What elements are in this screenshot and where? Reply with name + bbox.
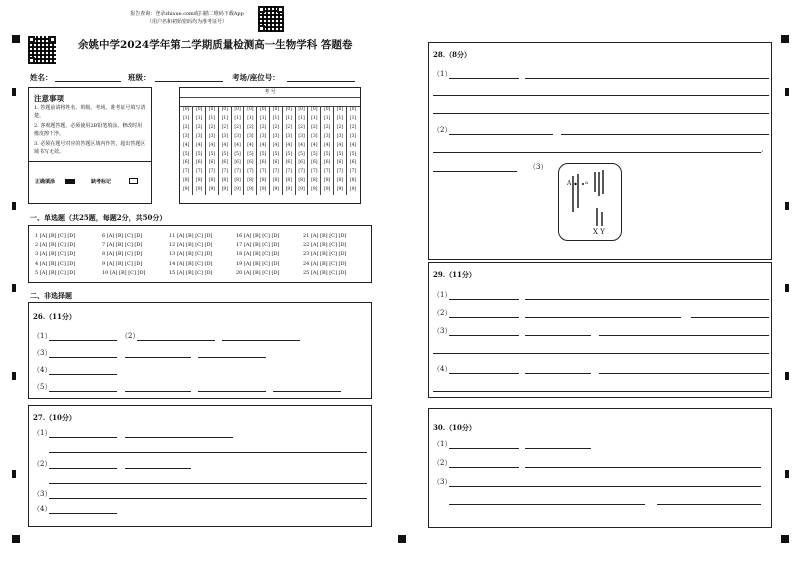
- notes-item-1: 1. 答题前请将姓名、班级、考场、准考证号填写清楚。: [34, 105, 146, 119]
- room-seat-field[interactable]: [287, 81, 355, 82]
- exam-digit-bubble[interactable]: [1]: [257, 115, 270, 124]
- name-field[interactable]: [55, 81, 121, 82]
- exam-digit-bubble[interactable]: [0]: [270, 106, 283, 115]
- q27-part1-answer-1[interactable]: [49, 437, 117, 438]
- exam-number-grid: [179, 87, 361, 204]
- exam-digit-bubble[interactable]: [9]: [218, 186, 231, 195]
- q27-part1-answer-3[interactable]: [49, 452, 367, 453]
- side-mark-right-3: [785, 284, 789, 292]
- figure-label-xy: X Y: [593, 228, 605, 236]
- exam-digit-bubble[interactable]: [6]: [218, 159, 231, 168]
- exam-digit-bubble[interactable]: [5]: [218, 151, 231, 160]
- exam-digit-bubble[interactable]: [9]: [231, 186, 244, 195]
- exam-number-row: [180, 115, 359, 124]
- exam-digit-bubble[interactable]: [5]: [182, 151, 190, 157]
- exam-digit-bubble[interactable]: [3]: [321, 133, 334, 142]
- exam-number-row: [180, 124, 359, 133]
- exam-digit-bubble[interactable]: [7]: [282, 168, 295, 177]
- exam-digit-bubble[interactable]: [1]: [231, 115, 244, 124]
- exam-digit-bubble[interactable]: [2]: [193, 124, 206, 133]
- q28-part2-answer-3[interactable]: [433, 152, 761, 153]
- exam-digit-bubble[interactable]: [1]: [346, 115, 359, 124]
- exam-digit-bubble[interactable]: [6]: [308, 159, 321, 168]
- q28-comma: ，: [761, 145, 768, 153]
- mc-question[interactable]: 23 [A] [B] [C] [D]: [303, 251, 347, 258]
- exam-digit-bubble[interactable]: [4]: [231, 142, 244, 151]
- exam-digit-bubble[interactable]: [5]: [334, 151, 347, 160]
- exam-digit-bubble[interactable]: [3]: [282, 133, 295, 142]
- exam-digit-bubble[interactable]: [0]: [257, 106, 270, 115]
- q26-part5-answer-3[interactable]: [198, 391, 266, 392]
- q26-part1-label: （1）: [33, 332, 52, 340]
- exam-digit-bubble[interactable]: [1]: [244, 115, 257, 124]
- exam-digit-bubble[interactable]: [6]: [334, 159, 347, 168]
- exam-digit-bubble[interactable]: [4]: [308, 142, 321, 151]
- exam-digit-bubble[interactable]: [3]: [193, 133, 206, 142]
- q30-part3-answer-3[interactable]: [657, 504, 761, 505]
- q29-part3-answer-1[interactable]: [449, 335, 519, 336]
- exam-digit-bubble[interactable]: [6]: [182, 160, 190, 166]
- exam-number-row: [180, 177, 359, 186]
- side-mark-left-5: [12, 470, 16, 478]
- exam-digit-bubble[interactable]: [1]: [193, 115, 206, 124]
- mc-question[interactable]: 16 [A] [B] [C] [D]: [236, 233, 280, 239]
- exam-digit-bubble[interactable]: [7]: [295, 168, 308, 177]
- exam-digit-bubble[interactable]: [7]: [244, 168, 257, 177]
- exam-digit-bubble[interactable]: [2]: [308, 124, 321, 133]
- exam-digit-bubble[interactable]: [2]: [270, 124, 283, 133]
- exam-digit-bubble[interactable]: [9]: [282, 186, 295, 195]
- notes-item-2: 2. 客观题答题，必须使用2B铅笔填涂，修改时用橡皮擦干净。: [34, 123, 143, 137]
- exam-digit-bubble[interactable]: [5]: [244, 151, 257, 160]
- exam-digit-bubble[interactable]: [7]: [270, 168, 283, 177]
- exam-digit-bubble[interactable]: [4]: [334, 142, 347, 151]
- side-mark-left-2: [12, 202, 16, 210]
- mc-question[interactable]: 12 [A] [B] [C] [D]: [169, 242, 213, 249]
- qr-code-top: [258, 6, 284, 32]
- q29-title: 29.（11分）: [433, 270, 476, 279]
- mc-question[interactable]: 7 [A] [B] [C] [D]: [102, 242, 143, 249]
- exam-digit-bubble[interactable]: [8]: [231, 177, 244, 186]
- exam-digit-bubble[interactable]: [9]: [257, 186, 270, 195]
- exam-number-row: [180, 106, 359, 115]
- exam-digit-bubble[interactable]: [3]: [308, 133, 321, 142]
- q30-part2-answer-2[interactable]: [525, 467, 761, 468]
- name-label: 姓名：: [30, 73, 53, 82]
- side-mark-left-3: [12, 284, 16, 292]
- exam-digit-bubble[interactable]: [2]: [218, 124, 231, 133]
- exam-digit-bubble[interactable]: [8]: [346, 177, 359, 186]
- q29-part2-answer-1[interactable]: [449, 317, 519, 318]
- q27-part2-label: （2）: [33, 460, 52, 468]
- exam-digit-bubble[interactable]: [4]: [282, 142, 295, 151]
- exam-digit-bubble[interactable]: [0]: [218, 106, 231, 115]
- exam-digit-bubble[interactable]: [7]: [206, 168, 219, 177]
- q29-part3-answer-2[interactable]: [525, 335, 591, 336]
- q26-part3-answer-3[interactable]: [198, 357, 266, 358]
- q26-part2-label: （2）: [121, 332, 140, 340]
- exam-digit-bubble[interactable]: [4]: [321, 142, 334, 151]
- class-field[interactable]: [155, 81, 223, 82]
- exam-number-row: [180, 133, 359, 142]
- side-mark-right-4: [785, 372, 789, 380]
- exam-digit-bubble[interactable]: [8]: [257, 177, 270, 186]
- exam-digit-bubble[interactable]: [9]: [334, 186, 347, 195]
- q29-part2-label: （2）: [433, 309, 452, 317]
- exam-digit-bubble[interactable]: [0]: [206, 106, 219, 115]
- mc-question[interactable]: 9 [A] [B] [C] [D]: [102, 260, 143, 267]
- registration-mark-bottom-center: [398, 535, 406, 543]
- exam-digit-bubble[interactable]: [5]: [193, 151, 206, 160]
- exam-digit-bubble[interactable]: [1]: [270, 115, 283, 124]
- mc-question[interactable]: 21 [A] [B] [C] [D]: [303, 233, 347, 239]
- notes-box: [28, 87, 152, 204]
- mc-question[interactable]: 1 [A] [B] [C] [D]: [35, 233, 76, 239]
- figure-label-a-upper: A: [567, 180, 572, 187]
- exam-number-label: 考 号: [264, 89, 276, 95]
- exam-digit-bubble[interactable]: [3]: [206, 133, 219, 142]
- q30-part2-answer-1[interactable]: [449, 467, 519, 468]
- q27-box: [28, 405, 372, 527]
- exam-digit-bubble[interactable]: [8]: [182, 178, 190, 184]
- exam-digit-bubble[interactable]: [8]: [244, 177, 257, 186]
- exam-digit-bubble[interactable]: [8]: [282, 177, 295, 186]
- q27-part3-label: （3）: [33, 490, 52, 498]
- exam-number-row: [180, 142, 359, 151]
- exam-digit-bubble[interactable]: [9]: [346, 186, 359, 195]
- exam-digit-bubble[interactable]: [5]: [257, 151, 270, 160]
- exam-digit-bubble[interactable]: [9]: [295, 186, 308, 195]
- exam-digit-bubble[interactable]: [4]: [257, 142, 270, 151]
- exam-digit-bubble[interactable]: [8]: [321, 177, 334, 186]
- q29-part4-answer-3[interactable]: [599, 373, 769, 374]
- registration-mark-top-left: [12, 35, 20, 43]
- registration-mark-top-right: [781, 35, 789, 43]
- exam-digit-bubble[interactable]: [0]: [231, 106, 244, 115]
- side-mark-right-1: [785, 88, 789, 96]
- q26-part5-answer-1[interactable]: [49, 391, 117, 392]
- report-notice-line2: （用户名和初始密码均为准考证号）: [146, 19, 227, 25]
- q27-part4-label: （4）: [33, 505, 52, 513]
- section2-title: 二、非选择题: [30, 291, 72, 300]
- q27-part2-answer-3[interactable]: [49, 483, 367, 484]
- mc-question[interactable]: 15 [A] [B] [C] [D]: [169, 269, 213, 276]
- q27-part2-answer-1[interactable]: [49, 468, 117, 469]
- exam-digit-bubble[interactable]: [3]: [334, 133, 347, 142]
- report-notice-line1: 报告查询：登录zhixue.com或扫描二维码下载App: [130, 11, 244, 17]
- q29-part2-answer-3[interactable]: [691, 317, 769, 318]
- q29-part4-answer-1[interactable]: [449, 373, 519, 374]
- exam-digit-bubble[interactable]: [3]: [218, 133, 231, 142]
- exam-digit-bubble[interactable]: [0]: [346, 106, 359, 115]
- q28-part2-answer-2[interactable]: [561, 134, 769, 135]
- exam-digit-bubble[interactable]: [7]: [346, 168, 359, 177]
- mc-question[interactable]: 2 [A] [B] [C] [D]: [35, 242, 76, 249]
- mc-question[interactable]: 19 [A] [B] [C] [D]: [236, 260, 280, 267]
- q29-part4-answer-2[interactable]: [525, 373, 591, 374]
- exam-digit-bubble[interactable]: [3]: [346, 133, 359, 142]
- exam-digit-bubble[interactable]: [3]: [270, 133, 283, 142]
- multiple-choice-box: [28, 225, 372, 283]
- exam-digit-bubble[interactable]: [4]: [346, 142, 359, 151]
- exam-number-row: [180, 151, 359, 160]
- exam-digit-bubble[interactable]: [0]: [308, 106, 321, 115]
- exam-digit-bubble[interactable]: [1]: [182, 115, 190, 121]
- exam-digit-bubble[interactable]: [9]: [308, 186, 321, 195]
- mc-question[interactable]: 25 [A] [B] [C] [D]: [303, 269, 347, 276]
- exam-digit-bubble[interactable]: [6]: [244, 159, 257, 168]
- exam-digit-bubble[interactable]: [2]: [295, 124, 308, 133]
- q26-part5-answer-2[interactable]: [125, 391, 191, 392]
- exam-digit-bubble[interactable]: [2]: [182, 124, 190, 130]
- exam-digit-bubble[interactable]: [0]: [282, 106, 295, 115]
- q26-part4-label: （4）: [33, 366, 52, 374]
- exam-digit-bubble[interactable]: [9]: [321, 186, 334, 195]
- exam-digit-bubble[interactable]: [5]: [270, 151, 283, 160]
- q26-part3-label: （3）: [33, 349, 52, 357]
- chromosome-figure: [558, 163, 622, 241]
- side-mark-left-4: [12, 372, 16, 380]
- exam-digit-bubble[interactable]: [2]: [206, 124, 219, 133]
- exam-number-row: [180, 186, 359, 195]
- exam-digit-bubble[interactable]: [0]: [244, 106, 257, 115]
- mc-question[interactable]: 8 [A] [B] [C] [D]: [102, 251, 143, 258]
- exam-digit-bubble[interactable]: [7]: [182, 169, 190, 175]
- q29-part4-answer-4[interactable]: [433, 391, 769, 392]
- exam-digit-bubble[interactable]: [7]: [257, 168, 270, 177]
- exam-digit-bubble[interactable]: [8]: [193, 177, 206, 186]
- q28-part1-answer-4[interactable]: [433, 113, 769, 114]
- room-seat-label: 考场/座位号：: [232, 73, 280, 82]
- exam-digit-bubble[interactable]: [1]: [295, 115, 308, 124]
- exam-digit-bubble[interactable]: [8]: [295, 177, 308, 186]
- exam-digit-bubble[interactable]: [8]: [308, 177, 321, 186]
- exam-digit-bubble[interactable]: [2]: [334, 124, 347, 133]
- q30-part3-answer-2[interactable]: [449, 504, 645, 505]
- section1-title: 一、单选题（共25题，每题2分，共50分）: [30, 213, 167, 222]
- figure-label-a-lower: a: [585, 180, 588, 186]
- correct-fill-label: 正确填涂: [35, 179, 56, 185]
- exam-digit-bubble[interactable]: [8]: [206, 177, 219, 186]
- q30-part3-label: （3）: [433, 478, 452, 486]
- q26-part5-label: （5）: [33, 383, 52, 391]
- exam-digit-bubble[interactable]: [1]: [206, 115, 219, 124]
- side-mark-left-1: [12, 88, 16, 96]
- q27-part1-label: （1）: [33, 429, 52, 437]
- exam-digit-bubble[interactable]: [2]: [231, 124, 244, 133]
- notes-title: 注意事项: [34, 94, 64, 103]
- q28-part1-answer-2[interactable]: [525, 78, 769, 79]
- q30-box: [428, 408, 772, 528]
- q27-part2-answer-2[interactable]: [125, 468, 191, 469]
- exam-digit-bubble[interactable]: [2]: [257, 124, 270, 133]
- q26-part3-answer-2[interactable]: [125, 357, 191, 358]
- exam-digit-bubble[interactable]: [4]: [193, 142, 206, 151]
- exam-digit-bubble[interactable]: [1]: [321, 115, 334, 124]
- mc-question[interactable]: 6 [A] [B] [C] [D]: [102, 233, 143, 239]
- exam-digit-bubble[interactable]: [7]: [308, 168, 321, 177]
- q28-part2-answer-4[interactable]: [433, 171, 517, 172]
- q28-part1-answer-3[interactable]: [433, 95, 769, 96]
- exam-digit-bubble[interactable]: [5]: [282, 151, 295, 160]
- exam-digit-bubble[interactable]: [7]: [231, 168, 244, 177]
- exam-digit-bubble[interactable]: [1]: [334, 115, 347, 124]
- mc-question[interactable]: 22 [A] [B] [C] [D]: [303, 242, 347, 249]
- exam-digit-bubble[interactable]: [6]: [270, 159, 283, 168]
- absent-mark-box[interactable]: [129, 178, 138, 184]
- exam-digit-bubble[interactable]: [0]: [295, 106, 308, 115]
- exam-digit-bubble[interactable]: [6]: [321, 159, 334, 168]
- q26-part3-answer-1[interactable]: [49, 357, 117, 358]
- mc-question[interactable]: 13 [A] [B] [C] [D]: [169, 251, 213, 258]
- q27-part1-answer-2[interactable]: [125, 437, 233, 438]
- exam-digit-bubble[interactable]: [8]: [334, 177, 347, 186]
- exam-digit-bubble[interactable]: [8]: [270, 177, 283, 186]
- q26-part1-answer[interactable]: [49, 340, 117, 341]
- exam-digit-bubble[interactable]: [6]: [193, 159, 206, 168]
- mc-question[interactable]: 3 [A] [B] [C] [D]: [35, 251, 76, 258]
- exam-digit-bubble[interactable]: [6]: [346, 159, 359, 168]
- q30-part1-label: （1）: [433, 440, 452, 448]
- exam-digit-bubble[interactable]: [7]: [193, 168, 206, 177]
- mc-question[interactable]: 10 [A] [B] [C] [D]: [102, 269, 146, 276]
- q26-part2-answer-1[interactable]: [137, 340, 215, 341]
- q29-part1-answer-2[interactable]: [525, 299, 769, 300]
- q26-box: [28, 302, 372, 399]
- page-title: 余姚中学2024学年第二学期质量检测高一生物学科 答题卷: [78, 39, 353, 51]
- exam-digit-bubble[interactable]: [4]: [295, 142, 308, 151]
- exam-digit-bubble[interactable]: [4]: [182, 142, 190, 148]
- mc-question[interactable]: 17 [A] [B] [C] [D]: [236, 242, 280, 249]
- q29-part1-label: （1）: [433, 291, 452, 299]
- exam-digit-bubble[interactable]: [5]: [206, 151, 219, 160]
- exam-digit-bubble[interactable]: [3]: [295, 133, 308, 142]
- exam-digit-bubble[interactable]: [5]: [321, 151, 334, 160]
- q28-title: 28.（8分）: [433, 50, 472, 59]
- mc-question[interactable]: 14 [A] [B] [C] [D]: [169, 260, 213, 267]
- exam-digit-bubble[interactable]: [4]: [218, 142, 231, 151]
- exam-digit-bubble[interactable]: [6]: [231, 159, 244, 168]
- exam-digit-bubble[interactable]: [9]: [206, 186, 219, 195]
- q26-part2-answer-2[interactable]: [222, 340, 300, 341]
- exam-digit-bubble[interactable]: [6]: [282, 159, 295, 168]
- exam-digit-bubble[interactable]: [3]: [231, 133, 244, 142]
- mc-question[interactable]: 24 [A] [B] [C] [D]: [303, 260, 347, 267]
- mc-question[interactable]: 4 [A] [B] [C] [D]: [35, 260, 76, 267]
- q26-part5-answer-4[interactable]: [273, 391, 341, 392]
- correct-fill-sample: [65, 179, 75, 184]
- exam-digit-bubble[interactable]: [2]: [244, 124, 257, 133]
- exam-digit-bubble[interactable]: [7]: [218, 168, 231, 177]
- q29-part4-label: （4）: [433, 365, 452, 373]
- class-label: 班级：: [128, 73, 151, 82]
- q28-part2-label: （2）: [433, 126, 452, 134]
- exam-digit-bubble[interactable]: [9]: [193, 186, 206, 195]
- mc-question[interactable]: 20 [A] [B] [C] [D]: [236, 269, 280, 276]
- q26-title: 26.（11分）: [33, 312, 76, 321]
- exam-digit-bubble[interactable]: [4]: [244, 142, 257, 151]
- q30-part2-label: （2）: [433, 459, 452, 467]
- exam-digit-bubble[interactable]: [3]: [182, 133, 190, 139]
- exam-digit-bubble[interactable]: [7]: [321, 168, 334, 177]
- exam-digit-bubble[interactable]: [8]: [218, 177, 231, 186]
- exam-digit-bubble[interactable]: [6]: [295, 159, 308, 168]
- exam-digit-bubble[interactable]: [0]: [193, 106, 206, 115]
- q30-part3-answer-1[interactable]: [449, 486, 761, 487]
- exam-digit-bubble[interactable]: [3]: [257, 133, 270, 142]
- q30-title: 30.（10分）: [433, 423, 476, 432]
- q30-part1-answer-2[interactable]: [525, 448, 591, 449]
- side-mark-right-5: [785, 470, 789, 478]
- exam-digit-bubble[interactable]: [4]: [206, 142, 219, 151]
- mc-question[interactable]: 5 [A] [B] [C] [D]: [35, 269, 76, 276]
- registration-mark-bottom-right: [781, 535, 789, 543]
- q27-part3-answer[interactable]: [49, 498, 367, 499]
- exam-number-bubbles: [180, 106, 359, 195]
- absent-mark-label: 缺考标记: [91, 179, 112, 185]
- q28-part2-answer-1[interactable]: [449, 134, 553, 135]
- q28-part1-answer-1[interactable]: [449, 78, 519, 79]
- exam-number-row: [180, 168, 359, 177]
- q29-part1-answer-1[interactable]: [449, 299, 519, 300]
- exam-digit-bubble[interactable]: [6]: [257, 159, 270, 168]
- exam-digit-bubble[interactable]: [5]: [231, 151, 244, 160]
- exam-digit-bubble[interactable]: [5]: [346, 151, 359, 160]
- exam-digit-bubble[interactable]: [0]: [182, 107, 190, 112]
- exam-digit-bubble[interactable]: [1]: [218, 115, 231, 124]
- exam-number-row: [180, 159, 359, 168]
- q29-part2-answer-2[interactable]: [525, 317, 681, 318]
- chromosome-drawing: [559, 164, 623, 242]
- q29-box: [428, 262, 772, 398]
- q30-part1-answer-1[interactable]: [449, 448, 519, 449]
- qr-code-left: [28, 36, 56, 64]
- q26-part4-answer[interactable]: [49, 374, 117, 375]
- exam-digit-bubble[interactable]: [4]: [270, 142, 283, 151]
- notes-item-3: 3. 必须在题号对应的答题区域内作答，超出答题区域书写无效。: [34, 141, 146, 155]
- registration-mark-bottom-left: [12, 535, 20, 543]
- q29-part3-answer-3[interactable]: [599, 335, 769, 336]
- q28-box: [428, 42, 772, 260]
- exam-digit-bubble[interactable]: [9]: [182, 187, 190, 193]
- exam-digit-bubble[interactable]: [7]: [334, 168, 347, 177]
- q29-part3-label: （3）: [433, 327, 452, 335]
- exam-digit-bubble[interactable]: [2]: [346, 124, 359, 133]
- q27-part4-answer[interactable]: [49, 513, 117, 514]
- exam-digit-bubble[interactable]: [6]: [206, 159, 219, 168]
- mc-question[interactable]: 18 [A] [B] [C] [D]: [236, 251, 280, 258]
- q28-part3-label: （3）: [529, 163, 548, 171]
- exam-digit-bubble[interactable]: [9]: [244, 186, 257, 195]
- q27-title: 27.（10分）: [33, 413, 76, 422]
- exam-digit-bubble[interactable]: [1]: [308, 115, 321, 124]
- side-mark-right-2: [785, 202, 789, 210]
- mc-question[interactable]: 11 [A] [B] [C] [D]: [169, 233, 213, 239]
- exam-digit-bubble[interactable]: [3]: [244, 133, 257, 142]
- notes-divider: [29, 161, 151, 162]
- exam-digit-bubble[interactable]: [1]: [282, 115, 295, 124]
- q29-part3-answer-4[interactable]: [433, 353, 769, 354]
- exam-digit-bubble[interactable]: [2]: [321, 124, 334, 133]
- exam-digit-bubble[interactable]: [2]: [282, 124, 295, 133]
- exam-digit-bubble[interactable]: [5]: [295, 151, 308, 160]
- exam-digit-bubble[interactable]: [9]: [270, 186, 283, 195]
- exam-digit-bubble[interactable]: [5]: [308, 151, 321, 160]
- exam-digit-bubble[interactable]: [0]: [321, 106, 334, 115]
- q28-part1-label: （1）: [433, 70, 452, 78]
- exam-digit-bubble[interactable]: [0]: [334, 106, 347, 115]
